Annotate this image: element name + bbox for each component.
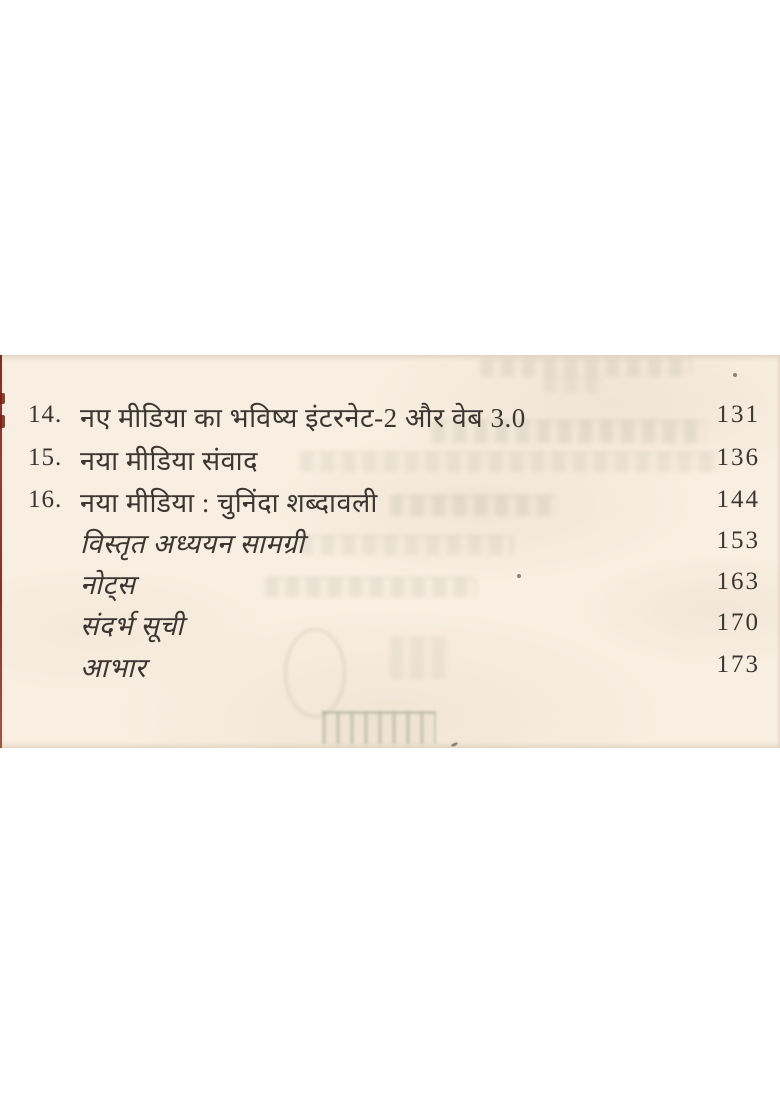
toc-entry bbox=[0, 565, 780, 601]
entry-number: 16. bbox=[28, 486, 63, 513]
entry-title: नोट्स bbox=[80, 570, 136, 600]
scanned-book-page bbox=[0, 355, 780, 748]
toc-entry bbox=[0, 648, 780, 684]
toc-entry bbox=[0, 483, 780, 519]
entry-page-number: 153 bbox=[716, 527, 760, 554]
entry-page-number: 131 bbox=[716, 401, 760, 428]
entry-page-number: 163 bbox=[716, 568, 760, 595]
stamp-text-smudge bbox=[322, 711, 436, 744]
entry-number: 14. bbox=[28, 401, 63, 428]
toc-entry bbox=[0, 398, 780, 434]
entry-page-number: 136 bbox=[716, 444, 760, 471]
toc-entry bbox=[0, 441, 780, 477]
toc-entry bbox=[0, 524, 780, 560]
entry-number: 15. bbox=[28, 444, 63, 471]
entry-page-number: 170 bbox=[716, 609, 760, 636]
paper-speck bbox=[451, 742, 459, 748]
entry-title: नए मीडिया का भविष्य इंटरनेट-2 और वेब 3.0 bbox=[80, 403, 526, 433]
entry-page-number: 144 bbox=[716, 486, 760, 513]
bleed-through-smudge bbox=[543, 377, 605, 393]
paper-speck bbox=[733, 373, 737, 377]
entry-page-number: 173 bbox=[716, 651, 760, 678]
entry-title: संदर्भ सूची bbox=[80, 611, 184, 641]
bleed-through-smudge bbox=[480, 359, 692, 377]
entry-title: नया मीडिया : चुनिंदा शब्दावली bbox=[80, 488, 378, 518]
entry-title: आभार bbox=[80, 653, 147, 683]
toc-entry bbox=[0, 606, 780, 642]
entry-title: नया मीडिया संवाद bbox=[80, 446, 258, 476]
entry-title: विस्तृत अध्ययन सामग्री bbox=[80, 529, 305, 559]
